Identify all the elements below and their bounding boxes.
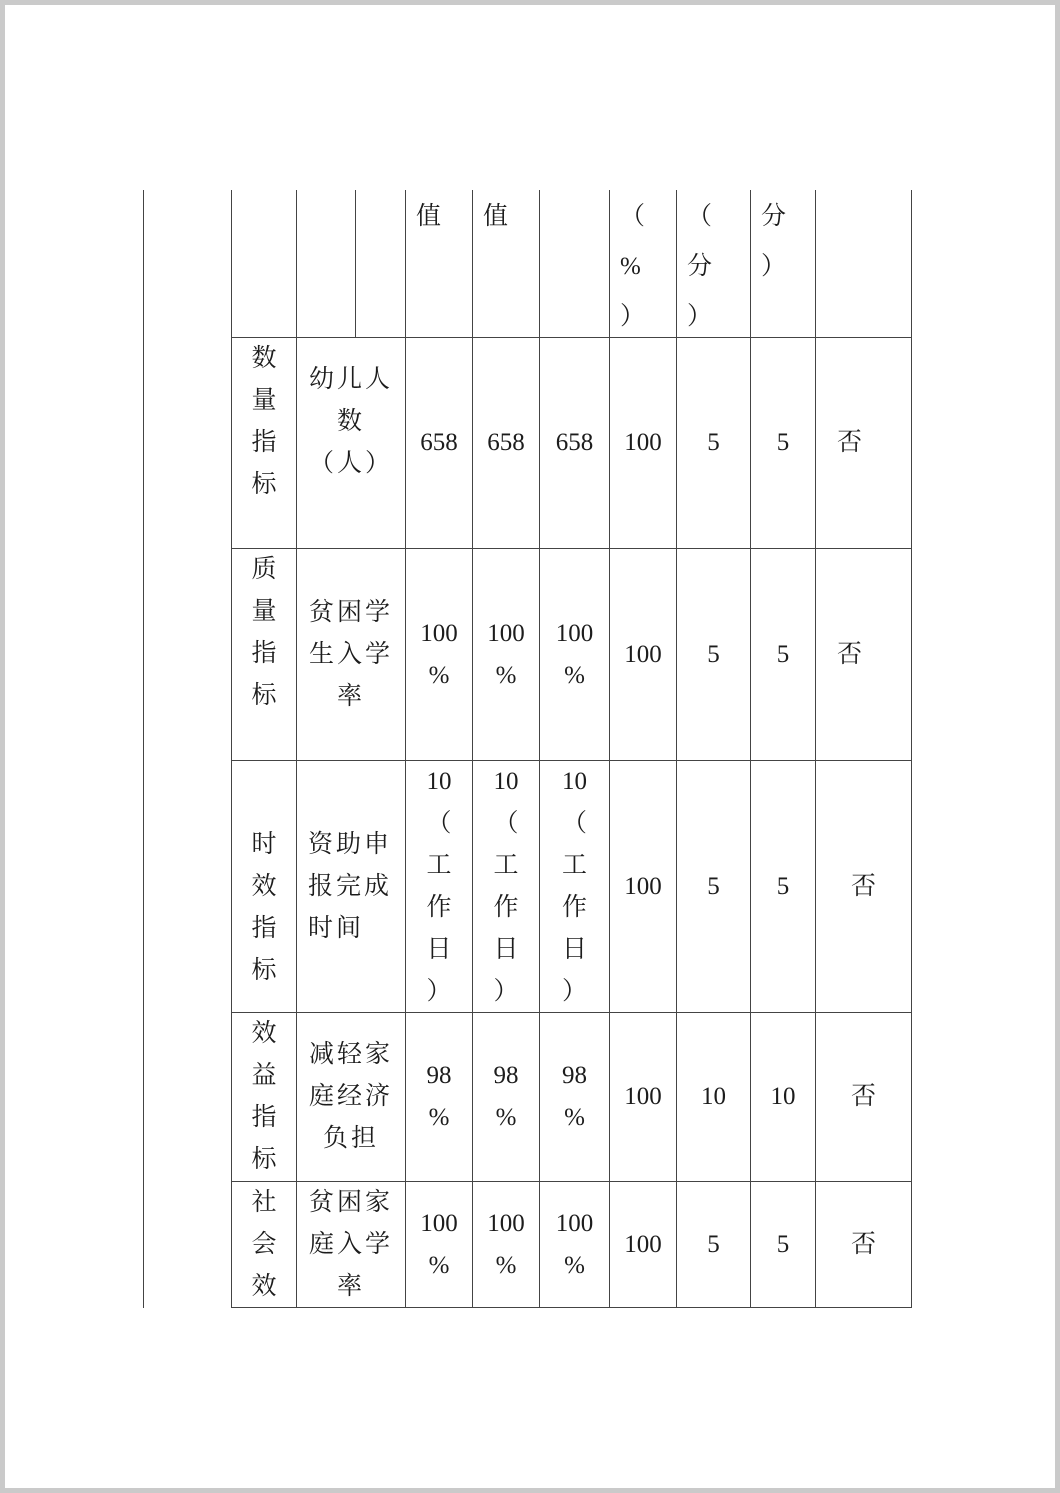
flag-cell bbox=[815, 549, 912, 761]
value-cell bbox=[676, 549, 750, 761]
flag-text: 否 bbox=[837, 429, 863, 456]
value-cell bbox=[750, 1013, 815, 1182]
value-text: 5 bbox=[707, 1230, 720, 1258]
indicator-cell bbox=[296, 761, 405, 1013]
value-cell bbox=[676, 1013, 750, 1182]
value-text: 5 bbox=[776, 640, 790, 668]
value-text: 10（工作日） bbox=[426, 767, 452, 1005]
value-text: 658 bbox=[555, 429, 594, 456]
value-cell bbox=[405, 338, 472, 549]
header-fragment: （分） bbox=[687, 203, 713, 330]
indicator-label: 减轻家庭经济负担 bbox=[308, 1041, 393, 1152]
value-cell bbox=[472, 1182, 539, 1308]
indicator-cell bbox=[296, 549, 405, 761]
header-cell bbox=[815, 190, 912, 338]
category-cell bbox=[231, 1013, 296, 1182]
value-cell bbox=[472, 549, 539, 761]
flag-text: 否 bbox=[850, 1230, 876, 1258]
header-fragment: （%） bbox=[620, 203, 646, 330]
indicator-cell bbox=[296, 1013, 405, 1182]
header-fragment: 值 bbox=[483, 203, 509, 230]
value-cell bbox=[750, 549, 815, 761]
flag-cell bbox=[815, 761, 912, 1013]
header-cell bbox=[296, 190, 355, 338]
value-cell bbox=[750, 1182, 815, 1308]
value-cell bbox=[609, 761, 676, 1013]
indicator-label: 幼儿人数（人） bbox=[308, 366, 393, 477]
value-text: 5 bbox=[776, 429, 790, 456]
header-cell bbox=[609, 190, 676, 338]
category-cell bbox=[231, 761, 296, 1013]
value-cell bbox=[676, 1182, 750, 1308]
outer-column-rule bbox=[143, 190, 144, 1308]
value-text: 5 bbox=[776, 1230, 790, 1258]
value-cell bbox=[609, 1182, 676, 1308]
value-cell bbox=[472, 761, 539, 1013]
value-text: 100% bbox=[487, 1209, 525, 1279]
indicator-label: 贫困学生入学率 bbox=[308, 598, 393, 710]
category-cell bbox=[231, 1182, 296, 1308]
value-cell bbox=[472, 1013, 539, 1182]
indicator-label: 资助申报完成时间 bbox=[308, 830, 393, 942]
header-cell bbox=[231, 190, 296, 338]
value-cell bbox=[405, 1013, 472, 1182]
flag-cell bbox=[815, 1013, 912, 1182]
header-cell bbox=[676, 190, 750, 338]
value-text: 100 bbox=[624, 872, 662, 900]
indicator-cell bbox=[296, 1182, 405, 1308]
value-cell bbox=[609, 549, 676, 761]
category-label: 社会效 bbox=[251, 1188, 277, 1300]
value-text: 10（工作日） bbox=[561, 767, 587, 1005]
value-cell bbox=[750, 338, 815, 549]
value-text: 100 bbox=[624, 429, 662, 456]
flag-text: 否 bbox=[850, 872, 876, 900]
value-text: 100% bbox=[420, 619, 458, 689]
indicator-cell bbox=[296, 338, 405, 549]
header-cell bbox=[539, 190, 609, 338]
value-text: 100% bbox=[555, 1209, 594, 1279]
value-cell bbox=[609, 1013, 676, 1182]
value-text: 5 bbox=[707, 429, 720, 456]
value-cell bbox=[539, 1013, 609, 1182]
value-text: 10 bbox=[701, 1083, 726, 1110]
category-label: 时效指标 bbox=[251, 831, 277, 984]
value-text: 100 bbox=[624, 1230, 662, 1258]
value-text: 100% bbox=[555, 619, 594, 689]
value-cell bbox=[539, 338, 609, 549]
value-text: 658 bbox=[487, 429, 525, 456]
header-fragment: 值 bbox=[416, 203, 442, 230]
category-cell bbox=[231, 549, 296, 761]
value-text: 100% bbox=[420, 1209, 458, 1279]
value-text: 100% bbox=[487, 619, 525, 689]
value-cell bbox=[405, 761, 472, 1013]
flag-text: 否 bbox=[850, 1083, 876, 1110]
value-text: 5 bbox=[776, 872, 790, 900]
value-cell bbox=[750, 761, 815, 1013]
value-cell bbox=[539, 549, 609, 761]
value-cell bbox=[539, 761, 609, 1013]
header-cell bbox=[355, 190, 405, 338]
value-cell bbox=[405, 1182, 472, 1308]
value-text: 100 bbox=[624, 640, 662, 668]
value-cell bbox=[405, 549, 472, 761]
value-text: 5 bbox=[707, 640, 720, 668]
value-text: 98% bbox=[493, 1062, 519, 1131]
indicator-table bbox=[231, 190, 912, 1308]
category-label: 效益指标 bbox=[251, 1020, 277, 1173]
header-cell bbox=[750, 190, 815, 338]
value-text: 10 bbox=[770, 1083, 796, 1110]
header-fragment: 分） bbox=[761, 203, 787, 280]
value-cell bbox=[676, 338, 750, 549]
value-cell bbox=[609, 338, 676, 549]
flag-cell bbox=[815, 1182, 912, 1308]
value-text: 98% bbox=[426, 1062, 452, 1131]
category-label: 数量指标 bbox=[251, 345, 277, 498]
flag-cell bbox=[815, 338, 912, 549]
value-text: 10（工作日） bbox=[493, 767, 519, 1005]
category-cell bbox=[231, 338, 296, 549]
value-text: 98% bbox=[562, 1062, 587, 1131]
category-label: 质量指标 bbox=[251, 556, 277, 709]
value-cell bbox=[472, 338, 539, 549]
indicator-label: 贫困家庭入学率 bbox=[308, 1188, 393, 1300]
header-cell bbox=[472, 190, 539, 338]
value-cell bbox=[676, 761, 750, 1013]
flag-text: 否 bbox=[837, 640, 863, 668]
value-text: 5 bbox=[707, 872, 720, 900]
value-cell bbox=[539, 1182, 609, 1308]
header-cell bbox=[405, 190, 472, 338]
value-text: 100 bbox=[624, 1083, 662, 1110]
value-text: 658 bbox=[420, 429, 458, 456]
